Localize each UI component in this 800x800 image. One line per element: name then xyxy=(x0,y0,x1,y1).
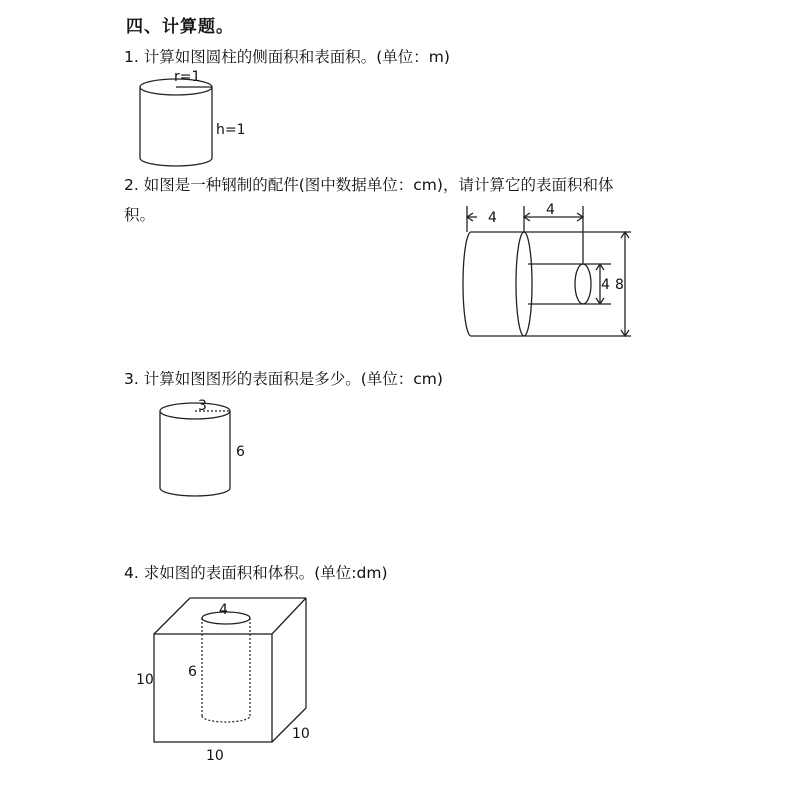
question-1-number: 1. xyxy=(124,48,139,66)
question-2-text-line1: 如图是一种钢制的配件(图中数据单位：cm)，请计算它的表面积和体 xyxy=(143,176,614,194)
question-2-number: 2. xyxy=(124,176,139,194)
figure-1-height-label: h=1 xyxy=(216,122,246,138)
figure-2-large-diameter-label: 8 xyxy=(615,277,624,293)
figure-3-height-label: 6 xyxy=(236,444,245,460)
question-3 xyxy=(124,364,443,394)
figure-4-hole-diameter-label: 4 xyxy=(219,602,228,618)
figure-4-cube-width-label: 10 xyxy=(206,748,224,764)
figure-2-steel-part xyxy=(455,200,655,345)
figure-2-left-width-label: 4 xyxy=(488,210,497,226)
figure-4-cube-depth-label: 10 xyxy=(292,726,310,742)
figure-3-cylinder xyxy=(150,396,260,500)
figure-4-hole-depth-label: 6 xyxy=(188,664,197,680)
question-3-text: 计算如图图形的表面积是多少。(单位：cm) xyxy=(143,370,443,388)
figure-2-small-diameter-label: 4 xyxy=(601,277,610,293)
figure-1-cylinder xyxy=(130,62,260,174)
figure-4-cube-with-hole xyxy=(130,592,330,767)
question-4-text: 求如图的表面积和体积。(单位:dm) xyxy=(143,564,388,582)
question-3-number: 3. xyxy=(124,370,139,388)
figure-2-right-width-label: 4 xyxy=(546,202,555,218)
figure-1-radius-label: r=1 xyxy=(174,69,201,85)
section-heading: 四、计算题。 xyxy=(126,17,234,37)
question-2-text-line2: 积。 xyxy=(124,206,156,224)
figure-4-cube-height-label: 10 xyxy=(136,672,154,688)
figure-3-radius-label: 3 xyxy=(198,398,207,414)
question-4-number: 4. xyxy=(124,564,139,582)
question-4 xyxy=(124,558,388,588)
question-1-text: 计算如图圆柱的侧面积和表面积。(单位：m) xyxy=(143,48,450,66)
